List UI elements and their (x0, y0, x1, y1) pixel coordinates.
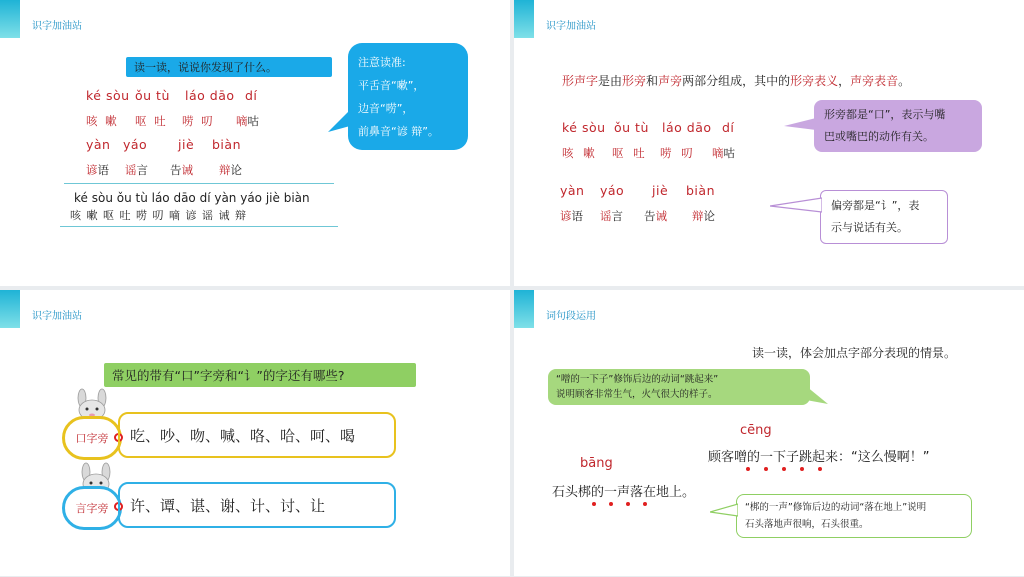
note-line: “梆的一声”修饰后边的动词“落在地上”说明 (745, 502, 927, 513)
note-bang (736, 494, 972, 538)
note-line: 巴或嘴巴的动作有关。 (824, 130, 934, 143)
bubble-tail (328, 108, 352, 134)
slide-header: 词句段运用 (546, 311, 596, 322)
note-line: 注意读准: (358, 56, 406, 69)
rule-text: 和 (646, 74, 659, 88)
question-banner: 常见的带有“口”字旁和“讠”的字还有哪些? (104, 363, 416, 387)
note-line: 说明顾客非常生气，火气很大的样子。 (556, 389, 718, 400)
slide-2 (514, 0, 1024, 286)
pinyin: yàn (560, 183, 585, 198)
hanzi: 咳 嗽 (562, 146, 595, 160)
note-pointer (806, 386, 830, 406)
rule-term: 形旁 (622, 74, 647, 88)
slide-3 (0, 290, 510, 576)
note-line: 石头落地声很响，石头很重。 (745, 519, 869, 530)
hanzi: 谚语 (560, 209, 583, 223)
corner-accent (514, 290, 534, 328)
pinyin: ké sòu (562, 120, 606, 135)
sentence-ceng: 顾客噌的一下子跳起来：“这么慢啊！” (708, 450, 930, 465)
slide-header: 识字加油站 (546, 21, 596, 32)
pinyin-ceng: cēng (740, 423, 772, 438)
rule-text: 两部分组成，其中的 (682, 74, 791, 88)
rule-term: 声旁 (658, 74, 683, 88)
note-bubble (348, 43, 468, 150)
note-speech-radical (820, 190, 948, 244)
note-line: 偏旁都是“讠”，表 (831, 199, 920, 212)
rule-term: 形声字 (562, 74, 599, 88)
pinyin: biàn (686, 183, 715, 198)
hanzi: 谣言 (600, 209, 623, 223)
note-line: 边音“唠”， (358, 102, 414, 115)
pinyin: ǒu tù (135, 88, 170, 103)
hanzi: 告诫 (170, 163, 193, 177)
hanzi: 嘀咕 (712, 146, 735, 160)
pinyin: biàn (212, 137, 241, 152)
slide-header: 识字加油站 (32, 21, 82, 32)
summary-hanzi: 咳 嗽 呕 吐 唠 叨 嘀 谚 谣 诫 辩 (70, 209, 246, 222)
instruction: 读一读，体会加点字部分表现的情景。 (752, 346, 957, 360)
slide-header: 识字加油站 (32, 311, 82, 322)
rule-term: 形旁表义 (790, 74, 839, 88)
pinyin: ǒu tù (614, 120, 649, 135)
corner-accent (0, 0, 20, 38)
speech-radical-chars: 许、谭、谌、谢、计、讨、让 (118, 482, 396, 528)
sentence-bang: 石头梆的一声落在地上。 (552, 485, 696, 500)
hanzi: 告诫 (644, 209, 667, 223)
pinyin: jiè (178, 137, 195, 152)
hanzi: 咳 嗽 (86, 114, 117, 128)
pinyin: yáo (600, 183, 625, 198)
note-line: 形旁都是“口”，表示与嘴 (824, 108, 946, 121)
corner-accent (0, 290, 20, 328)
note-line: 前鼻音“谚 辩”。 (358, 125, 439, 138)
corner-accent (514, 0, 534, 38)
pinyin-bang: bāng (580, 456, 613, 471)
hanzi: 辩论 (219, 163, 242, 177)
instruction-banner: 读一读，说说你发现了什么。 (126, 57, 332, 77)
pinyin: láo dāo (662, 120, 712, 135)
rule-text: ， (838, 74, 851, 88)
note-pointer (710, 502, 738, 520)
emphasis-dots (592, 502, 647, 506)
rule-sentence (562, 72, 910, 89)
hanzi: 呕 吐 (612, 146, 645, 160)
pinyin: ké sòu (86, 88, 130, 103)
hanzi: 唠 叨 (660, 146, 693, 160)
rule-term: 声旁表音 (850, 74, 899, 88)
pinyin: láo dāo (185, 88, 235, 103)
emphasis-dots (746, 467, 822, 471)
divider (64, 183, 334, 184)
hanzi: 辩论 (692, 209, 715, 223)
note-line: 示与说话有关。 (831, 221, 908, 234)
category-label-speech: 言字旁 (62, 486, 122, 530)
divider (60, 226, 338, 227)
note-mouth-radical (814, 100, 982, 152)
category-label-mouth: 口字旁 (62, 416, 122, 460)
pinyin: dí (245, 88, 258, 103)
note-ceng (548, 369, 810, 405)
note-line: “噌的一下子”修饰后边的动词“跳起来” (556, 374, 719, 385)
rule-text: 。 (898, 74, 911, 88)
slide-4 (514, 290, 1024, 576)
hanzi: 谚语 (86, 163, 109, 177)
note-line: 平舌音“嗽”， (358, 79, 425, 92)
pinyin: yàn (86, 137, 111, 152)
hanzi: 唠 叨 (182, 114, 213, 128)
pinyin: dí (722, 120, 735, 135)
note-pointer (770, 196, 822, 216)
summary-pinyin: ké sòu ǒu tù láo dāo dí yàn yáo jiè biàn (74, 191, 310, 205)
hanzi: 谣言 (125, 163, 148, 177)
mouth-radical-chars: 吃、吵、吻、喊、咯、哈、呵、喝 (118, 412, 396, 458)
pinyin: yáo (123, 137, 148, 152)
rule-text: 是由 (598, 74, 623, 88)
hanzi: 嘀咕 (236, 114, 259, 128)
slide-1 (0, 0, 510, 286)
note-pointer (784, 118, 816, 132)
hanzi: 呕 吐 (135, 114, 166, 128)
pinyin: jiè (652, 183, 669, 198)
